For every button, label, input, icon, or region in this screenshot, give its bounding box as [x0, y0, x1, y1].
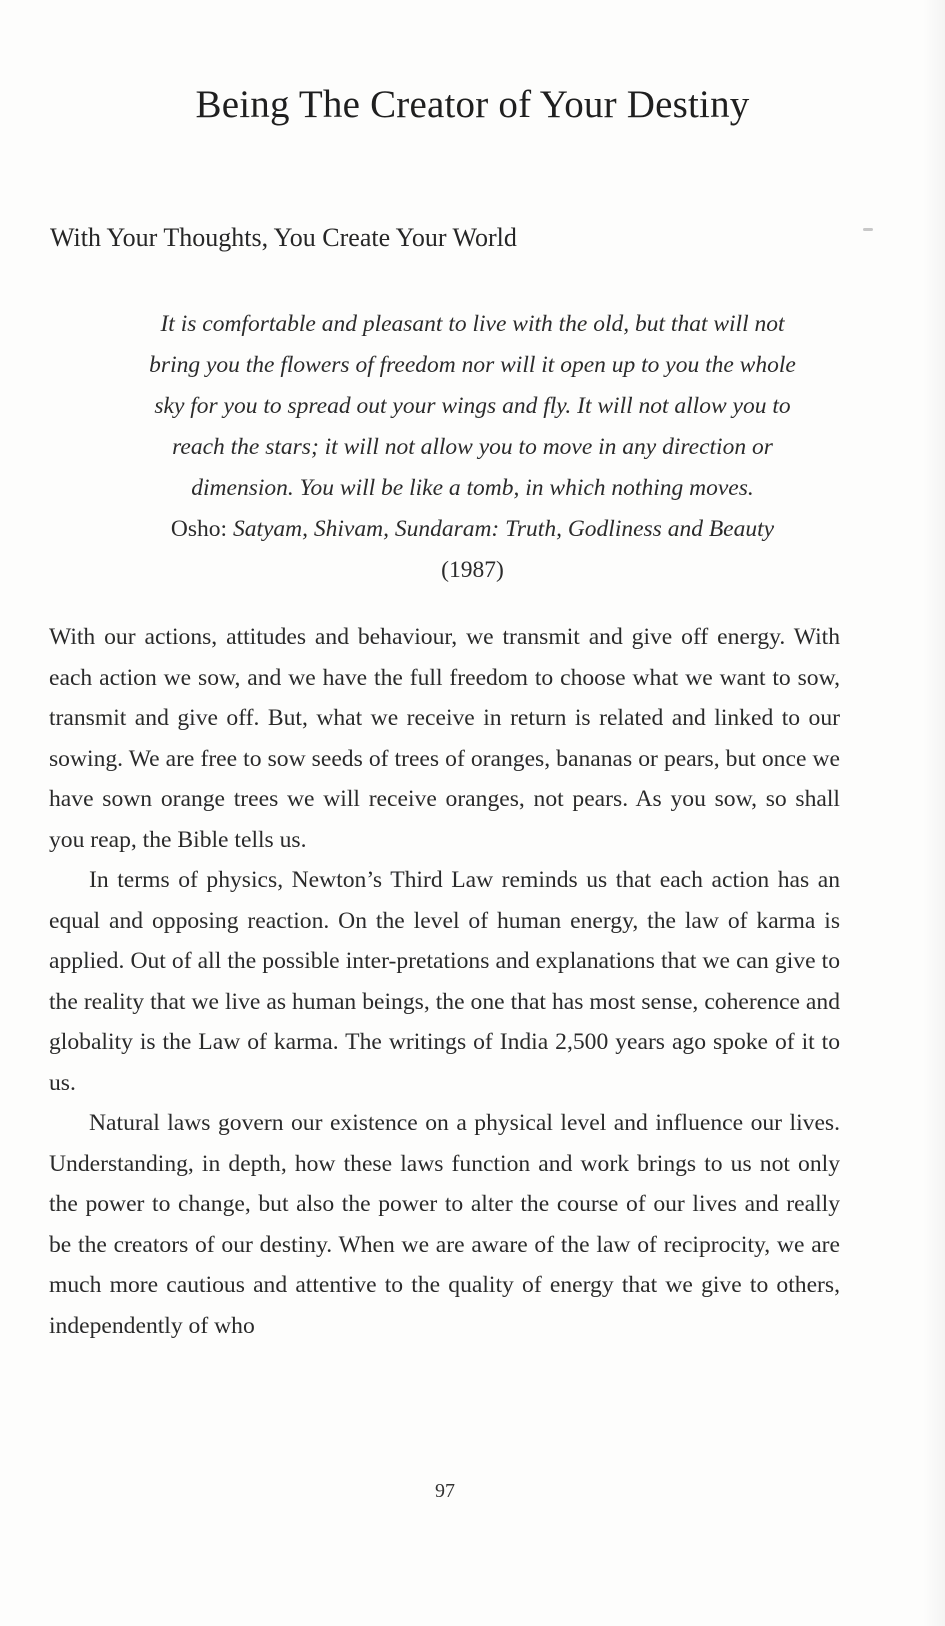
page-number: 97	[435, 1480, 455, 1502]
epigraph-line: It is comfortable and pleasant to live with the old, but that will not	[160, 311, 785, 337]
body-paragraph: Natural laws govern our existence on a physical level and influence our lives. Understanding, in depth, how these laws function and work brings to us not only the power to change, but also the power to alter the course of our lives and really be the creators of our destiny. When we are aware of the law of reciprocity, we are much more cautious and attentive to the quality of energy that we give to others, independently of who	[49, 1110, 840, 1339]
body-text	[49, 617, 840, 1346]
epigraph-quote	[50, 304, 895, 591]
scan-speck	[863, 228, 873, 231]
epigraph-line: bring you the flowers of freedom nor will it open up to you the whole	[149, 352, 796, 378]
chapter-title: Being The Creator of Your Destiny	[195, 83, 750, 126]
epigraph-line: dimension. You will be like a tomb, in which nothing moves.	[191, 475, 754, 501]
epigraph-author: Osho:	[170, 516, 233, 542]
body-paragraph: In terms of physics, Newton’s Third Law reminds us that each action has an equal and opposing reaction. On the level of human energy, the law of karma is applied. Out of all the possible inter-pretations and explanations that we can give to the reality that we live as human beings, the one that has most sense, coherence and globality is the Law of karma. The writings of India 2,500 years ago spoke of it to us.	[49, 867, 840, 1096]
epigraph-line: reach the stars; it will not allow you to move in any direction or	[172, 434, 773, 460]
body-paragraph: With our actions, attitudes and behaviour, we transmit and give off energy. With each action we sow, and we have the full freedom to choose what we want to sow, transmit and give off. But, what we receive in return is related and linked to our sowing. We are free to sow seeds of trees of oranges, bananas or pears, but once we have sown orange trees we will receive oranges, not pears. As you sow, so shall you reap, the Bible tells us.	[49, 624, 840, 853]
epigraph-work-title: Satyam, Shivam, Sundaram: Truth, Godliness and Beauty	[232, 516, 775, 542]
page-edge-shadow	[923, 0, 945, 1626]
epigraph-attribution	[50, 509, 895, 550]
epigraph-year: (1987)	[441, 557, 504, 583]
epigraph-line: sky for you to spread out your wings and fly. It will not allow you to	[154, 393, 791, 419]
section-heading: With Your Thoughts, You Create Your World	[50, 223, 517, 252]
